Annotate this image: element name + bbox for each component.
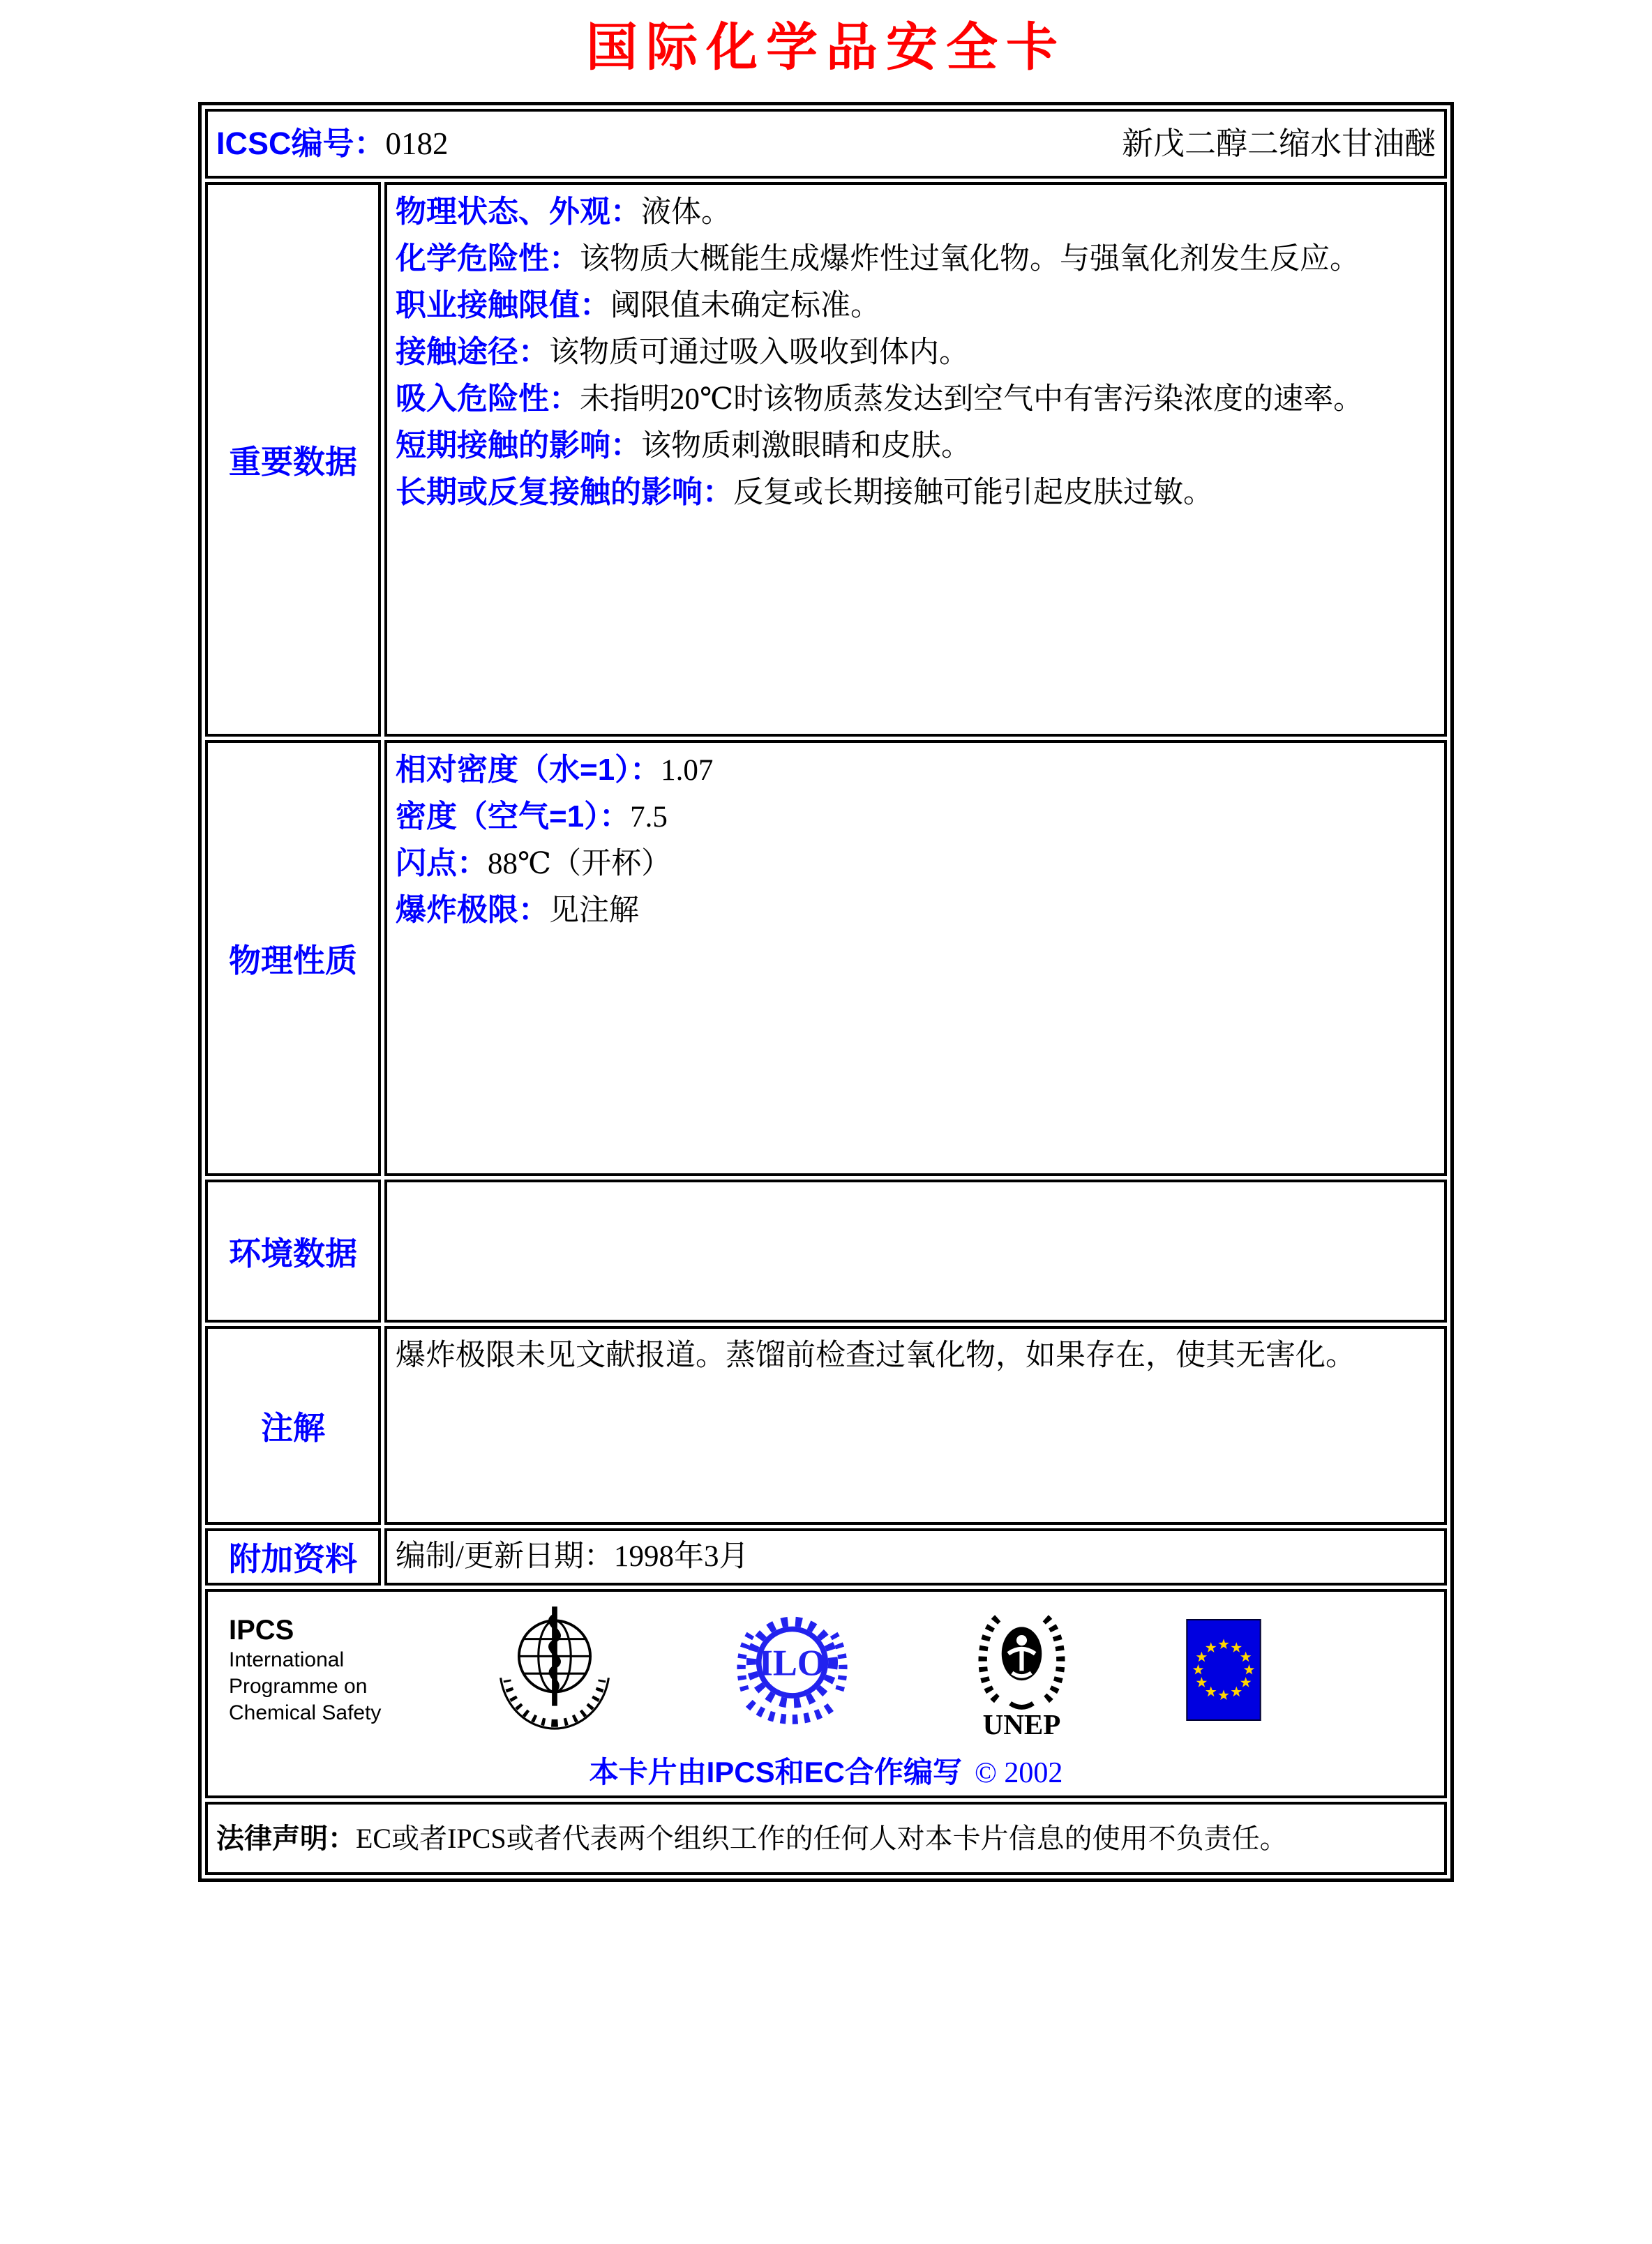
field-label: 物理状态、外观： <box>396 195 641 229</box>
section-label-notes: 注解 <box>205 1326 381 1525</box>
field-row <box>396 469 1436 516</box>
field-value: 阈限值未确定标准。 <box>610 289 880 322</box>
field-row <box>396 236 1436 283</box>
environmental-data-row <box>205 1180 1447 1323</box>
field-label: 密度（空气=1）： <box>396 799 631 834</box>
copyright-text: © 2002 <box>974 1757 1063 1789</box>
field-value: 该物质刺激眼睛和皮肤。 <box>641 430 971 462</box>
section-label-environmental-data: 环境数据 <box>205 1180 381 1323</box>
notes-content <box>384 1326 1447 1525</box>
section-label-physical-properties: 物理性质 <box>205 740 381 1176</box>
logos-cell <box>205 1589 1447 1798</box>
field-row <box>396 841 1436 887</box>
field-label: 爆炸极限： <box>396 893 549 927</box>
field-row <box>396 794 1436 841</box>
field-value: 1.07 <box>661 754 714 787</box>
page-title: 国际化学品安全卡 <box>586 17 1066 77</box>
icsc-number-value: 0182 <box>385 126 449 161</box>
ipcs-line: Programme on <box>229 1675 368 1698</box>
field-value: 该物质大概能生成爆炸性过氧化物。与强氧化剂发生反应。 <box>580 243 1360 276</box>
field-value: 反复或长期接触可能引起皮肤过敏。 <box>733 476 1213 509</box>
field-row <box>396 887 1436 934</box>
legal-row <box>205 1802 1447 1875</box>
important-data-row <box>205 182 1447 737</box>
ilo-letters: ILO <box>758 1643 826 1684</box>
logos-row <box>205 1589 1447 1798</box>
field-label: 闪点： <box>396 846 488 880</box>
ipcs-text-block <box>229 1613 381 1726</box>
field-value: 液体。 <box>641 196 731 229</box>
additional-info-content <box>384 1528 1447 1586</box>
cooperation-text: 本卡片由IPCS和EC合作编写 <box>589 1756 962 1789</box>
chemical-name: 新戊二醇二缩水甘油醚 <box>1121 126 1436 161</box>
icsc-number-label: ICSC编号： <box>216 126 386 161</box>
field-label: 吸入危险性： <box>396 382 580 416</box>
ipcs-acronym: IPCS <box>229 1615 294 1646</box>
ilo-emblem-icon <box>728 1604 857 1736</box>
environmental-data-content <box>384 1180 1447 1323</box>
header-row <box>205 109 1447 179</box>
field-label: 职业接触限值： <box>396 288 610 322</box>
field-label: 化学危险性： <box>396 241 580 276</box>
legal-cell <box>205 1802 1447 1875</box>
safety-card-table <box>198 102 1454 1882</box>
field-label: 相对密度（水=1）： <box>396 753 661 787</box>
update-date-text: 编制/更新日期：1998年3月 <box>396 1540 749 1573</box>
field-value: 未指明20℃时该物质蒸发达到空气中有害污染浓度的速率。 <box>580 383 1364 416</box>
icsc-number-group <box>216 124 449 163</box>
physical-properties-content <box>384 740 1447 1176</box>
section-label-additional-info: 附加资料 <box>205 1528 381 1586</box>
field-row <box>396 376 1436 423</box>
unep-letters: UNEP <box>982 1708 1061 1740</box>
field-row <box>396 747 1436 794</box>
field-label: 接触途径： <box>396 335 549 369</box>
eu-flag-icon <box>1186 1619 1261 1721</box>
ipcs-line: International <box>229 1648 345 1671</box>
field-label: 短期接触的影响： <box>396 428 641 462</box>
ipcs-line: Chemical Safety <box>229 1701 382 1724</box>
important-data-content <box>384 182 1447 737</box>
physical-properties-row <box>205 740 1447 1176</box>
field-label: 长期或反复接触的影响： <box>396 475 733 509</box>
header-cell <box>205 109 1447 179</box>
field-value: 该物质可通过吸入吸收到体内。 <box>549 336 969 369</box>
field-row <box>396 283 1436 329</box>
notes-text: 爆炸极限未见文献报道。蒸馏前检查过氧化物，如果存在，使其无害化。 <box>396 1339 1356 1372</box>
field-value: 7.5 <box>630 801 668 834</box>
additional-info-row <box>205 1528 1447 1586</box>
legal-text: EC或者IPCS或者代表两个组织工作的任何人对本卡片信息的使用不负责任。 <box>356 1822 1288 1854</box>
section-label-important-data: 重要数据 <box>205 182 381 737</box>
who-emblem-icon <box>488 1602 621 1738</box>
legal-label: 法律声明： <box>216 1823 356 1854</box>
field-row <box>396 423 1436 469</box>
unep-emblem-icon <box>964 1600 1079 1740</box>
field-value: 见注解 <box>549 894 639 927</box>
field-value: 88℃（开杯） <box>488 848 672 880</box>
field-row <box>396 329 1436 376</box>
field-row <box>396 189 1436 236</box>
notes-row <box>205 1326 1447 1525</box>
cooperation-line <box>216 1749 1436 1791</box>
